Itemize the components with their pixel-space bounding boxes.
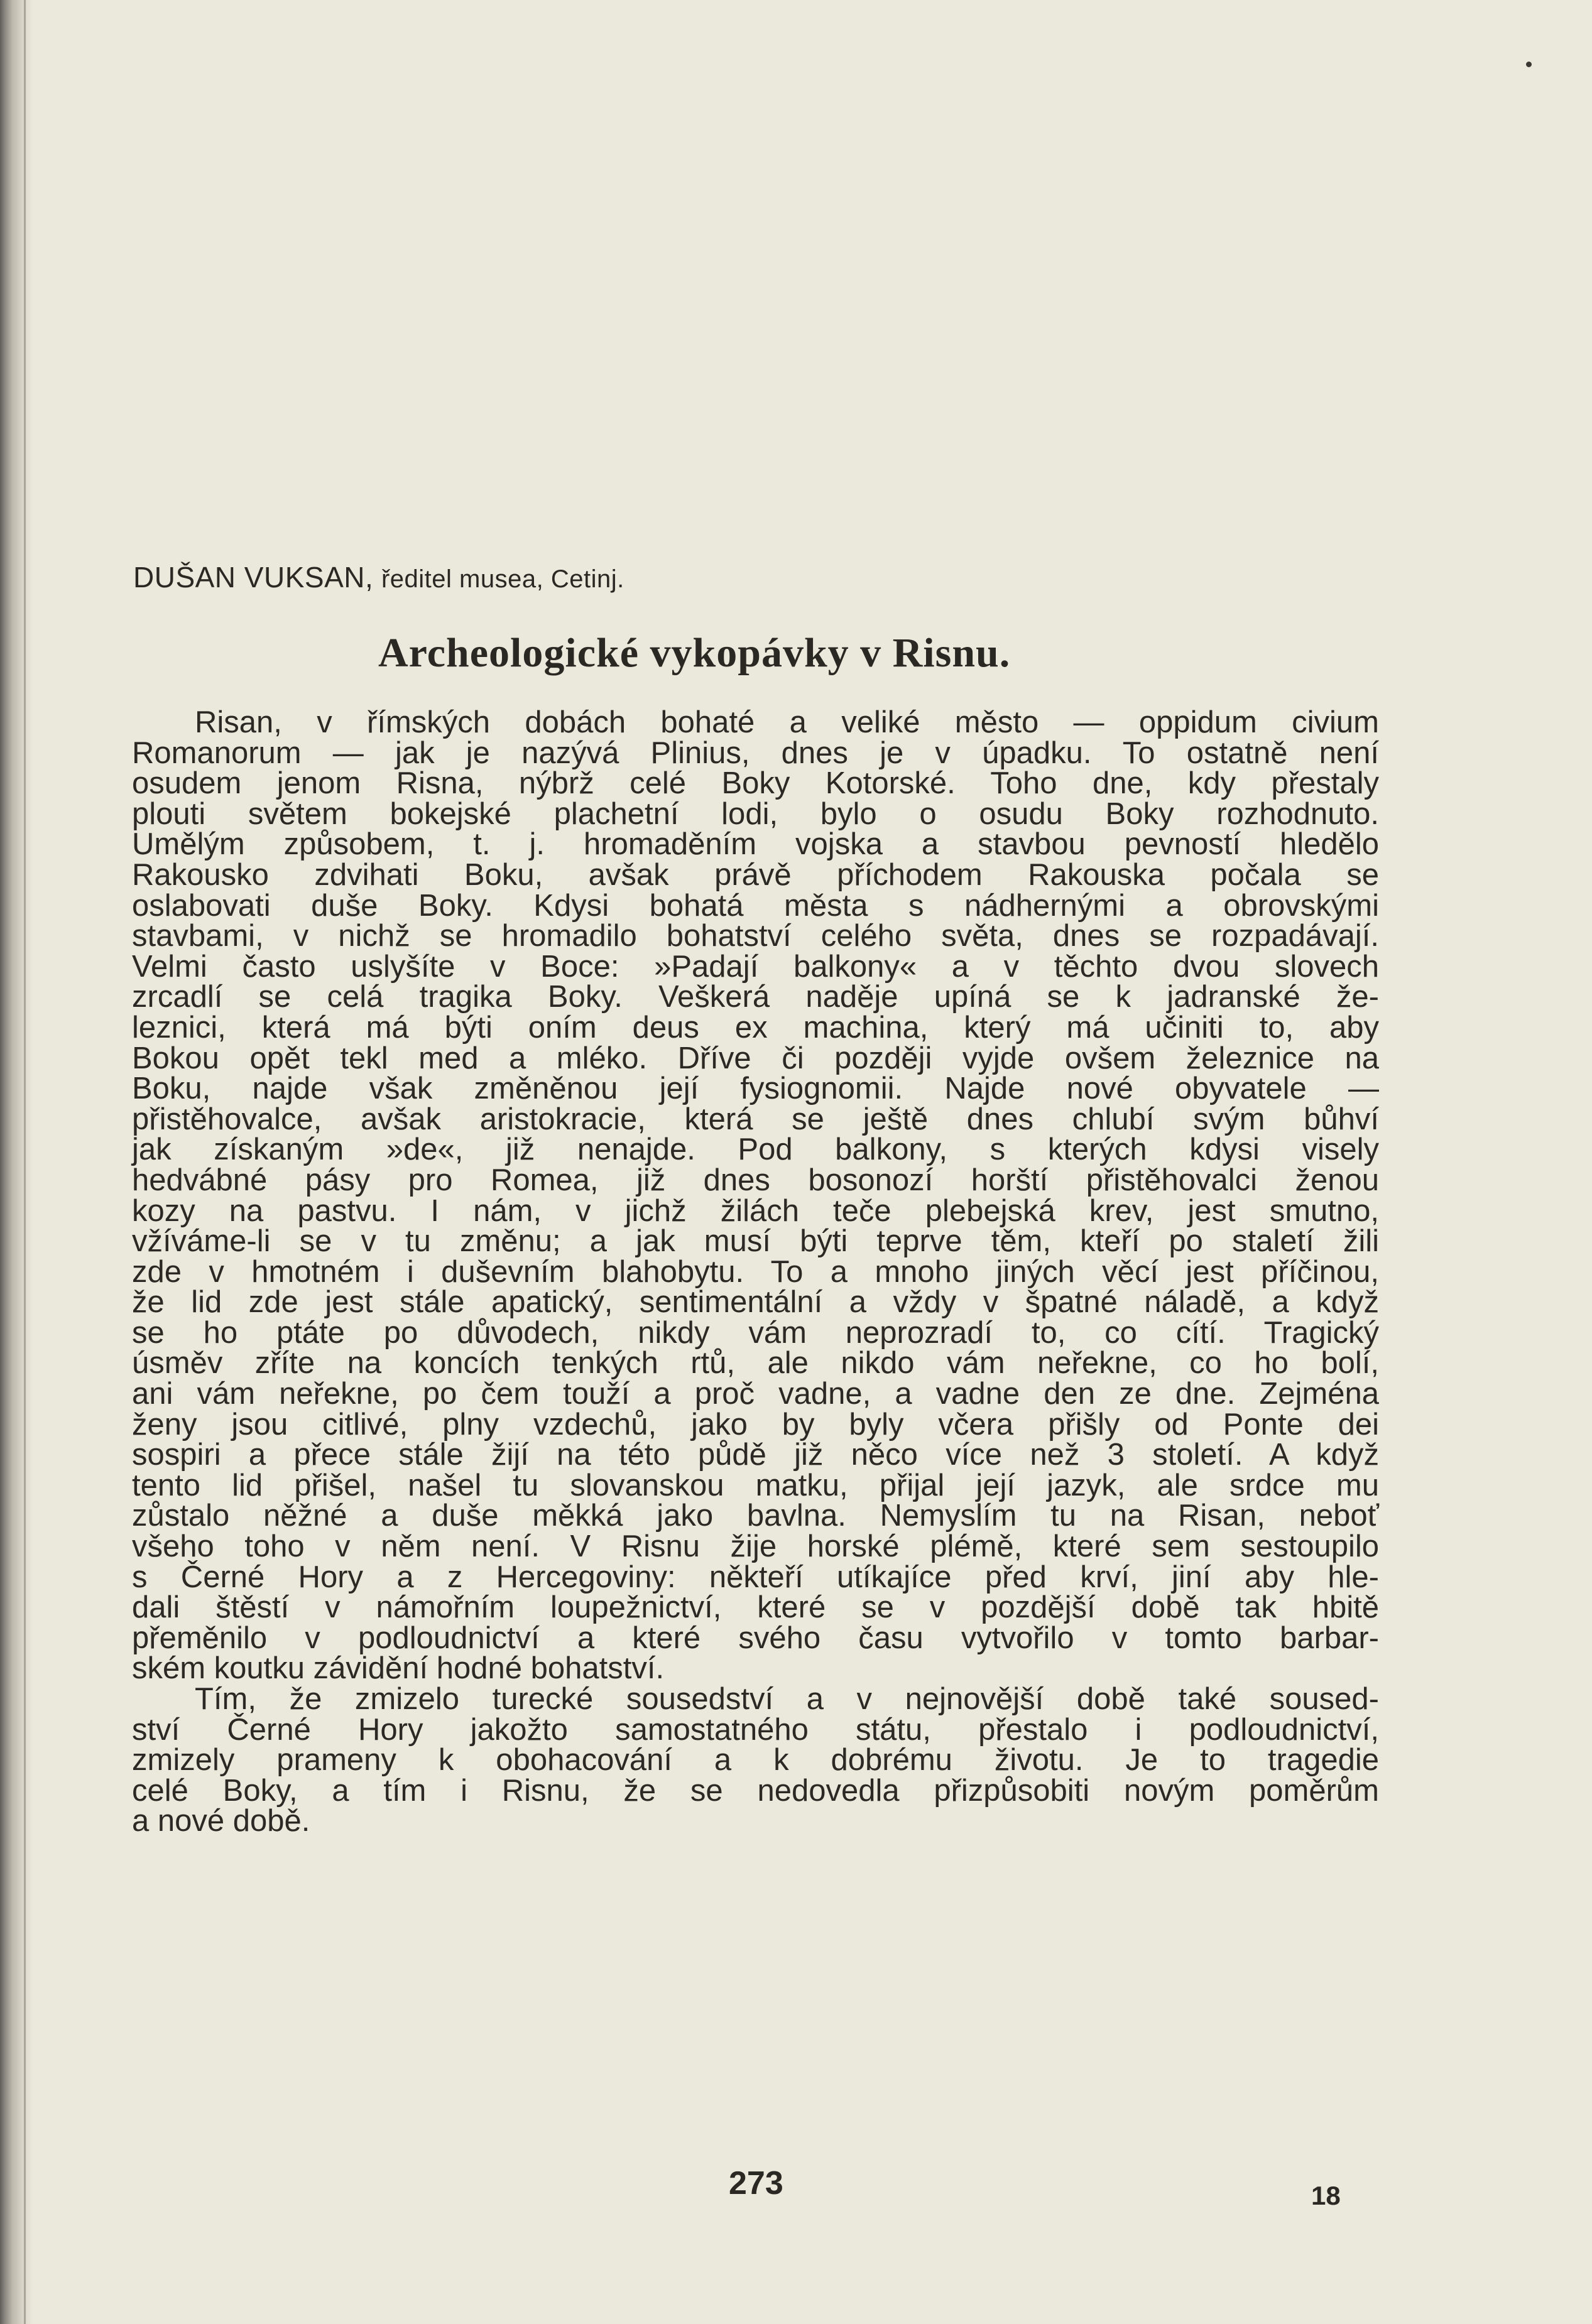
- text-line: Velmi často uslyšíte v Boce: »Padají balkony« a v těchto dvou slovech: [132, 949, 1379, 984]
- text-line: všeho toho v něm není. V Risnu žije horské plémě, které sem sestoupilo: [132, 1529, 1379, 1564]
- text-line: ženy jsou citlivé, plny vzdechů, jako by byly včera přišly od Ponte dei: [132, 1407, 1379, 1442]
- text-line: osudem jenom Risna, nýbrž celé Boky Kotorské. Toho dne, kdy přestaly: [132, 766, 1379, 801]
- text-line: Romanorum — jak je nazývá Plinius, dnes je v úpadku. To ostatně není: [132, 736, 1379, 770]
- text-line: jak získaným »de«, již nenajde. Pod balkony, s kterých kdysi visely: [132, 1132, 1379, 1167]
- text-line: přistěhovalce, avšak aristokracie, která se ještě dnes chlubí svým bůhví: [132, 1102, 1379, 1136]
- article-title: Archeologické vykopávky v Risnu.: [378, 630, 1011, 676]
- text-line: Rakousko zdvihati Boku, avšak právě příchodem Rakouska počala se: [132, 857, 1379, 892]
- text-line: zrcadlí se celá tragika Boky. Veškerá naděje upíná se k jadranské že-: [132, 980, 1379, 1014]
- author-name: DUŠAN VUKSAN,: [133, 561, 374, 594]
- text-line: zmizely prameny k obohacování a k dobrému životu. Je to tragedie: [132, 1743, 1379, 1778]
- text-line: leznici, která má býti oním deus ex machina, který má učiniti to, aby: [132, 1010, 1379, 1045]
- text-line: stavbami, v nichž se hromadilo bohatství celého světa, dnes se rozpadávají.: [132, 919, 1379, 953]
- article-body: [132, 707, 1379, 1837]
- text-line: tento lid přišel, našel tu slovanskou matku, přijal její jazyk, ale srdce mu: [132, 1468, 1379, 1502]
- text-line: kozy na pastvu. I nám, v jichž žilách teče plebejská krev, jest smutno,: [132, 1193, 1379, 1228]
- text-line: přeměnilo v podloudnictví a které svého času vytvořilo v tomto barbar-: [132, 1621, 1379, 1655]
- text-line: plouti světem bokejské plachetní lodi, bylo o osudu Boky rozhodnuto.: [132, 796, 1379, 831]
- text-line: úsměv zříte na koncích tenkých rtů, ale nikdo vám neřekne, co ho bolí,: [132, 1346, 1379, 1381]
- author-role: ředitel musea, Cetinj.: [381, 565, 624, 593]
- paper-speck: [1526, 62, 1532, 67]
- author-line: [133, 560, 624, 594]
- paragraph-1: [132, 707, 1379, 1684]
- text-line: ském koutku závidění hodné bohatství.: [132, 1651, 665, 1686]
- binding-fold-line: [24, 0, 26, 2324]
- binding-shadow: [0, 0, 33, 2324]
- signature-mark: 18: [1311, 2181, 1341, 2210]
- text-line: sospiri a přece stále žijí na této půdě již něco více než 3 století. A když: [132, 1438, 1379, 1472]
- text-line: hedvábné pásy pro Romea, již dnes bosonozí horští přistěhovalci ženou: [132, 1163, 1379, 1197]
- text-line: ani vám neřekne, po čem touží a proč vadne, a vadne den ze dne. Zejména: [132, 1377, 1379, 1411]
- text-line: dali štěstí v námořním loupežnictví, které se v pozdější době tak hbitě: [132, 1590, 1379, 1625]
- text-line: oslabovati duše Boky. Kdysi bohatá města s nádhernými a obrovskými: [132, 888, 1379, 923]
- text-line: Risan, v římských dobách bohaté a veliké město — oppidum civium: [195, 705, 1379, 739]
- text-line: se ho ptáte po důvodech, nikdy vám neprozradí to, co cítí. Tragický: [132, 1315, 1379, 1350]
- text-line: ství Černé Hory jakožto samostatného státu, přestalo i podloudnictví,: [132, 1712, 1379, 1747]
- text-line: s Černé Hory a z Hercegoviny: někteří utíkajíce před krví, jiní aby hle-: [132, 1560, 1379, 1594]
- text-line: zůstalo něžné a duše měkká jako bavlna. Nemyslím tu na Risan, neboť: [132, 1499, 1379, 1533]
- text-line: vžíváme-li se v tu změnu; a jak musí býti teprve těm, kteří po staletí žili: [132, 1224, 1379, 1259]
- text-line: Boku, najde však změněnou její fysiognomii. Najde nové obyvatele —: [132, 1072, 1379, 1106]
- text-line: a nové době.: [132, 1804, 310, 1838]
- text-line: zde v hmotném i duševním blahobytu. To a mnoho jiných věcí jest příčinou,: [132, 1254, 1379, 1289]
- text-line: celé Boky, a tím i Risnu, že se nedovedla přizpůsobiti novým poměrům: [132, 1773, 1379, 1808]
- page-number: 273: [729, 2165, 783, 2202]
- text-line: Bokou opět tekl med a mléko. Dříve či později vyjde ovšem železnice na: [132, 1041, 1379, 1075]
- paragraph-2: [132, 1684, 1379, 1837]
- text-line: Tím, že zmizelo turecké sousedství a v nejnovější době také soused-: [195, 1682, 1379, 1716]
- text-line: že lid zde jest stále apatický, sentimentální a vždy v špatné náladě, a když: [132, 1285, 1379, 1320]
- text-line: Umělým způsobem, t. j. hromaděním vojska a stavbou pevností hledělo: [132, 827, 1379, 862]
